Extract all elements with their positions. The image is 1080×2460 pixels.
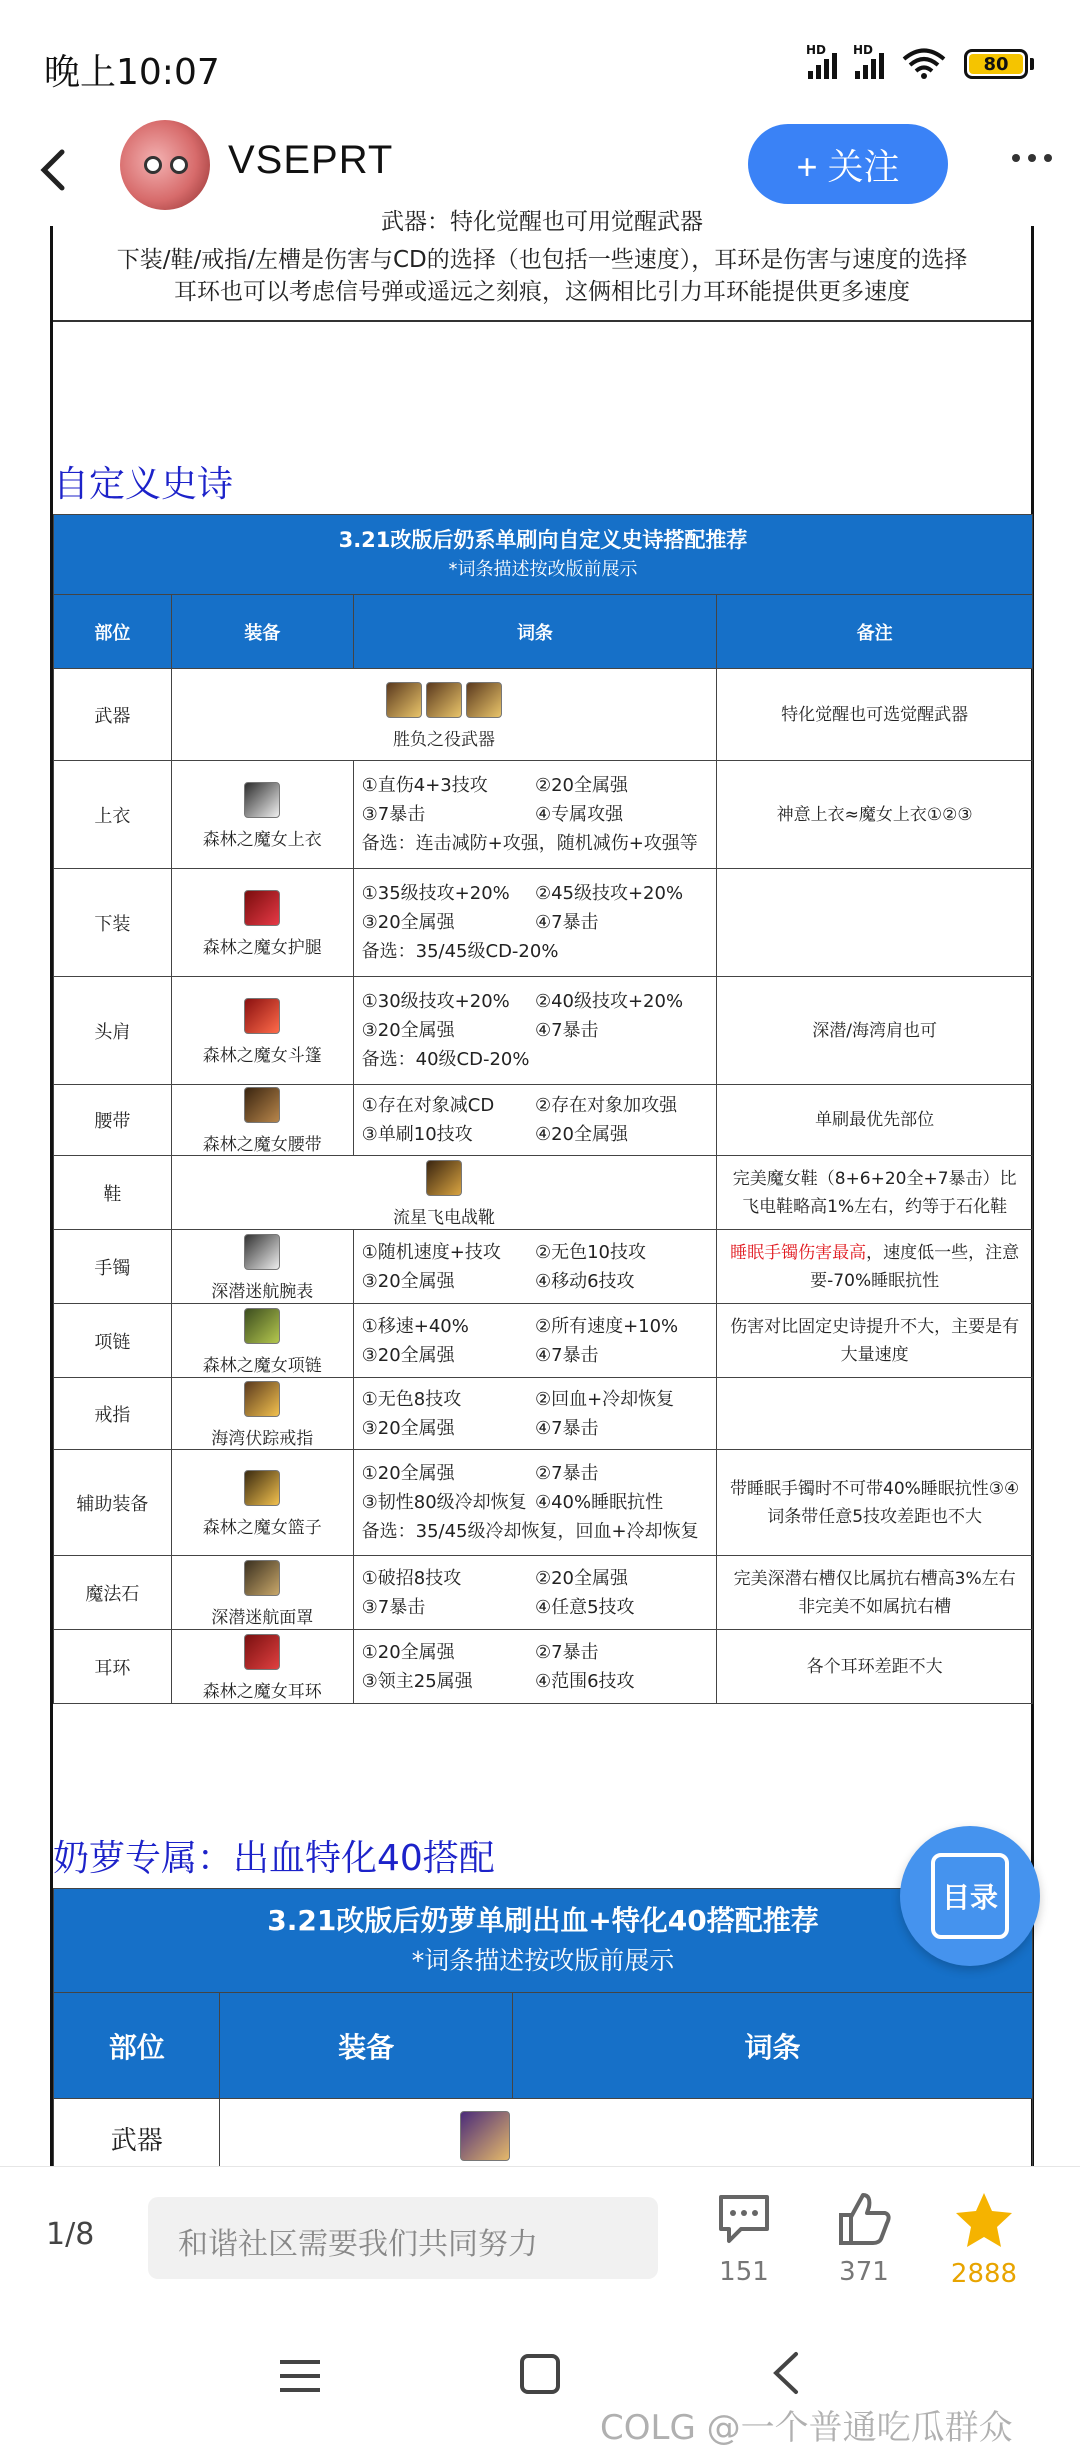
row-note xyxy=(717,669,1033,761)
equipment-name: 深潜迷航面罩 xyxy=(211,1607,314,1628)
equipment-name: 森林之魔女耳环 xyxy=(202,1681,322,1702)
blood-build-table xyxy=(53,1888,1033,2179)
hd-badge: HD xyxy=(806,43,827,57)
table2-subtitle: *词条描述按改版前展示 xyxy=(411,1945,675,1975)
equipment-name: 森林之魔女护腿 xyxy=(202,937,322,958)
row-note xyxy=(717,1450,1033,1556)
equipment-icon xyxy=(466,682,502,718)
favorite-button[interactable] xyxy=(934,2191,1034,2289)
note-text: 完美深潜右槽仅比属抗右槽高3%左右非完美不如属抗右槽 xyxy=(733,1568,1016,1617)
table2-header-row xyxy=(54,1993,1033,2099)
attribute: ④移动6技攻 xyxy=(534,1270,635,1292)
toc-icon: 目录 xyxy=(931,1853,1009,1939)
comment-count: 151 xyxy=(719,2257,769,2287)
row-equipment xyxy=(171,669,716,761)
attribute-alternative: 备选：40级CD-20% xyxy=(361,1049,530,1070)
attribute: ④范围6技攻 xyxy=(534,1670,635,1692)
attribute: ④专属攻强 xyxy=(534,804,624,825)
row-equipment xyxy=(171,977,353,1085)
attribute: ①无色8技攻 xyxy=(361,1388,462,1410)
table2-header-equipment: 装备 xyxy=(220,1993,513,2099)
row-note xyxy=(717,1230,1033,1304)
equipment-name: 深潜迷航腕表 xyxy=(211,1281,314,1302)
note-text: 各个耳环差距不大 xyxy=(806,1656,943,1677)
equipment-icon xyxy=(386,682,422,718)
equipment-icon xyxy=(244,998,280,1034)
table-row xyxy=(54,1156,1033,1230)
row-attributes xyxy=(353,869,717,977)
battery-icon xyxy=(964,49,1034,79)
nav-back-icon[interactable] xyxy=(770,2350,800,2396)
attribute: ②20全属强 xyxy=(534,775,628,796)
watermark: COLG @一个普通吃瓜群众 xyxy=(600,2408,1013,2448)
equipment-name: 森林之魔女项链 xyxy=(202,1355,322,1376)
star-icon xyxy=(954,2191,1014,2249)
row-part: 手镯 xyxy=(54,1230,172,1304)
row-equipment xyxy=(171,1630,353,1704)
equipment-icon xyxy=(244,1634,280,1670)
section-title-custom-epic: 自定义史诗 xyxy=(53,464,234,505)
equipment-name: 森林之魔女腰带 xyxy=(202,1135,322,1155)
row-equipment xyxy=(171,1556,353,1630)
attribute: ③7暴击 xyxy=(361,1596,426,1618)
table-row xyxy=(54,1556,1033,1630)
attribute: ③领主25属强 xyxy=(361,1670,473,1692)
row-attributes xyxy=(353,1630,717,1704)
like-button[interactable] xyxy=(814,2191,914,2287)
table2-header-part: 部位 xyxy=(54,1993,220,2099)
row-part: 腰带 xyxy=(54,1085,172,1156)
equipment-icon xyxy=(244,1560,280,1596)
attribute: ②20全属强 xyxy=(534,1567,628,1589)
attribute: ③20全属强 xyxy=(361,1270,455,1292)
row-part: 项链 xyxy=(54,1304,172,1378)
note-text: 伤害对比固定史诗提升不大，主要是有大量速度 xyxy=(730,1316,1020,1365)
toc-button[interactable] xyxy=(900,1826,1040,1966)
table-row xyxy=(54,1450,1033,1556)
equipment-icon xyxy=(426,682,462,718)
table-row xyxy=(54,761,1033,869)
equipment-name: 森林之魔女斗篷 xyxy=(202,1045,322,1066)
equipment-icon xyxy=(244,1308,280,1344)
attribute: ③20全属强 xyxy=(361,1417,455,1439)
system-nav-bar xyxy=(0,2310,1080,2460)
table2-header-attributes: 词条 xyxy=(512,1993,1032,2099)
header-notes: 备注 xyxy=(717,595,1033,669)
row-part: 下装 xyxy=(54,869,172,977)
username[interactable]: VSEPRT xyxy=(228,138,394,182)
row-equipment xyxy=(171,1450,353,1556)
table-row xyxy=(54,1630,1033,1704)
row-part: 魔法石 xyxy=(54,1556,172,1630)
equipment-name: 森林之魔女上衣 xyxy=(202,829,322,850)
row-part: 耳环 xyxy=(54,1630,172,1704)
follow-button[interactable]: + 关注 xyxy=(748,124,948,204)
row-attributes xyxy=(353,1304,717,1378)
table-row xyxy=(54,1230,1033,1304)
row-attributes xyxy=(353,1450,717,1556)
row-note xyxy=(717,761,1033,869)
equipment-name: 胜负之役武器 xyxy=(393,729,496,750)
attribute: ①随机速度+技攻 xyxy=(361,1241,501,1263)
table-row xyxy=(54,1304,1033,1378)
attribute: ②40级技攻+20% xyxy=(534,991,684,1012)
row-equipment xyxy=(171,1304,353,1378)
row-attributes xyxy=(353,761,717,869)
attribute: ④40%睡眠抗性 xyxy=(534,1492,664,1513)
attribute: ②回血+冷却恢复 xyxy=(534,1388,675,1410)
status-time: 晚上10:07 xyxy=(44,52,220,93)
row-equipment xyxy=(171,1230,353,1304)
attribute: ④任意5技攻 xyxy=(534,1596,635,1618)
attribute: ④7暴击 xyxy=(534,1344,599,1366)
comment-input[interactable]: 和谐社区需要我们共同努力 xyxy=(148,2197,658,2279)
note-text: 特化觉醒也可选觉醒武器 xyxy=(781,704,969,725)
signal-icon-2 xyxy=(853,43,884,79)
row-equipment xyxy=(171,1085,353,1156)
custom-epic-table xyxy=(53,514,1033,1704)
note-text: 深潜/海湾肩也可 xyxy=(812,1020,937,1041)
note-highlight: 睡眠手镯伤害最高 xyxy=(730,1242,867,1263)
row-note xyxy=(717,869,1033,977)
row-note xyxy=(717,1556,1033,1630)
status-icons xyxy=(806,43,1034,80)
article-image xyxy=(50,209,1034,2166)
equipment-icon xyxy=(460,2111,510,2161)
attribute: ②存在对象加攻强 xyxy=(534,1095,678,1116)
table-subtitle: *词条描述按改版前展示 xyxy=(448,558,638,580)
attribute: ①20全属强 xyxy=(361,1641,455,1663)
attribute: ①35级技攻+20% xyxy=(361,883,510,904)
table-row xyxy=(54,1085,1033,1156)
table-row xyxy=(54,1378,1033,1450)
equipment-icon xyxy=(244,890,280,926)
attribute-alternative: 备选：连击减防+攻强，随机减伤+攻强等 xyxy=(361,833,698,854)
table2-title-row xyxy=(54,1889,1033,1993)
equipment-icon xyxy=(244,1470,280,1506)
wifi-icon xyxy=(902,48,946,80)
table-row xyxy=(54,977,1033,1085)
attribute: ①存在对象减CD xyxy=(361,1095,495,1116)
header-equipment: 装备 xyxy=(171,595,353,669)
comment-icon xyxy=(715,2191,773,2247)
equipment-name: 流星飞电战靴 xyxy=(393,1207,496,1228)
row-attributes xyxy=(353,1230,717,1304)
table-title-row xyxy=(54,515,1033,595)
equipment-icon xyxy=(244,782,280,818)
attribute: ①破招8技攻 xyxy=(361,1567,462,1589)
table-row xyxy=(54,669,1033,761)
top-cut-line: 武器：特化觉醒也可用觉醒武器 xyxy=(381,209,703,235)
battery-level: 80 xyxy=(969,54,1023,74)
row-part: 上衣 xyxy=(54,761,172,869)
attribute: ④7暴击 xyxy=(534,912,599,933)
home-icon[interactable] xyxy=(520,2354,560,2394)
note-text: 完美魔女鞋（8+6+20全+7暴击）比飞电鞋略高1%左右，约等于石化鞋 xyxy=(732,1168,1017,1217)
like-count: 371 xyxy=(839,2257,889,2287)
recent-apps-icon[interactable] xyxy=(280,2360,320,2392)
attribute: ④20全属强 xyxy=(534,1124,628,1145)
equipment-name: 森林之魔女篮子 xyxy=(202,1517,322,1538)
attribute: ②45级技攻+20% xyxy=(534,883,684,904)
page-indicator[interactable]: 1/8 xyxy=(46,2217,95,2252)
attribute: ①20全属强 xyxy=(361,1463,455,1484)
row-note xyxy=(717,977,1033,1085)
note-text: 神意上衣≈魔女上衣①②③ xyxy=(776,804,973,825)
top-note-line-1: 下装/鞋/戒指/左槽是伤害与CD的选择（也包括一些速度），耳环是伤害与速度的选择 xyxy=(116,247,968,273)
row-part: 头肩 xyxy=(54,977,172,1085)
table-row xyxy=(54,869,1033,977)
attribute-alternative: 备选：35/45级冷却恢复，回血+冷却恢复 xyxy=(361,1521,699,1542)
row-note xyxy=(717,1378,1033,1450)
attribute: ③20全属强 xyxy=(361,912,455,933)
row-equipment xyxy=(171,1156,716,1230)
attribute: ①30级技攻+20% xyxy=(361,991,510,1012)
attribute: ①直伤4+3技攻 xyxy=(361,775,488,796)
equipment-icon xyxy=(244,1234,280,1270)
attribute: ③20全属强 xyxy=(361,1344,455,1366)
favorite-count: 2888 xyxy=(950,2259,1018,2289)
row-equipment xyxy=(171,761,353,869)
equipment-icon xyxy=(244,1381,280,1417)
row-part: 武器 xyxy=(54,669,172,761)
attribute: ④7暴击 xyxy=(534,1020,599,1041)
row-note xyxy=(717,1085,1033,1156)
row-equipment xyxy=(171,1378,353,1450)
comment-button[interactable] xyxy=(694,2191,794,2287)
row-part: 辅助装备 xyxy=(54,1450,172,1556)
avatar[interactable] xyxy=(120,120,210,210)
back-arrow-icon[interactable] xyxy=(34,148,74,192)
row-equipment xyxy=(171,869,353,977)
section-title-blood: 奶萝专属：出血特化40搭配 xyxy=(53,1838,495,1879)
hd-badge-2: HD xyxy=(853,43,874,57)
attribute: ②无色10技攻 xyxy=(534,1241,646,1263)
table2-part: 武器 xyxy=(54,2099,220,2179)
note-text: 单刷最优先部位 xyxy=(815,1110,935,1130)
attribute: ②7暴击 xyxy=(534,1641,599,1663)
row-note xyxy=(717,1156,1033,1230)
table-header-row xyxy=(54,595,1033,669)
table-title: 3.21改版后奶系单刷向自定义史诗搭配推荐 xyxy=(338,527,748,552)
note-text: ，速度低一些，注意要-70%睡眠抗性 xyxy=(810,1242,1020,1291)
row-part: 戒指 xyxy=(54,1378,172,1450)
row-attributes xyxy=(353,977,717,1085)
attribute: ②7暴击 xyxy=(534,1463,599,1484)
attribute-alternative: 备选：35/45级CD-20% xyxy=(361,941,559,962)
note-text: 带睡眠手镯时不可带40%睡眠抗性③④词条带任意5技攻差距也不大 xyxy=(730,1478,1020,1527)
attribute: ③7暴击 xyxy=(361,804,426,825)
row-part: 鞋 xyxy=(54,1156,172,1230)
row-attributes xyxy=(353,1556,717,1630)
attribute: ④7暴击 xyxy=(534,1417,599,1439)
top-note xyxy=(53,209,1031,322)
header-part: 部位 xyxy=(54,595,172,669)
bottom-bar xyxy=(0,2166,1080,2310)
top-note-line-2: 耳环也可以考虑信号弹或遥远之刻痕，这俩相比引力耳环能提供更多速度 xyxy=(174,279,910,305)
attribute: ②所有速度+10% xyxy=(534,1315,679,1337)
equipment-name: 海湾伏踪戒指 xyxy=(211,1428,314,1449)
equipment-icon xyxy=(426,1160,462,1196)
attribute: ③单刷10技攻 xyxy=(361,1124,473,1145)
row-note xyxy=(717,1304,1033,1378)
table2-title: 3.21改版后奶萝单刷出血+特化40搭配推荐 xyxy=(267,1903,819,1937)
signal-icon xyxy=(806,43,837,79)
attribute: ③韧性80级冷却恢复 xyxy=(361,1492,527,1513)
row-attributes xyxy=(353,1378,717,1450)
row-note xyxy=(717,1630,1033,1704)
attribute: ③20全属强 xyxy=(361,1020,455,1041)
row-attributes xyxy=(353,1085,717,1156)
equipment-icon xyxy=(244,1087,280,1123)
attribute: ①移速+40% xyxy=(361,1315,469,1337)
header-attributes: 词条 xyxy=(353,595,717,669)
thumbs-up-icon xyxy=(835,2191,893,2247)
more-options-icon[interactable] xyxy=(1012,154,1052,162)
